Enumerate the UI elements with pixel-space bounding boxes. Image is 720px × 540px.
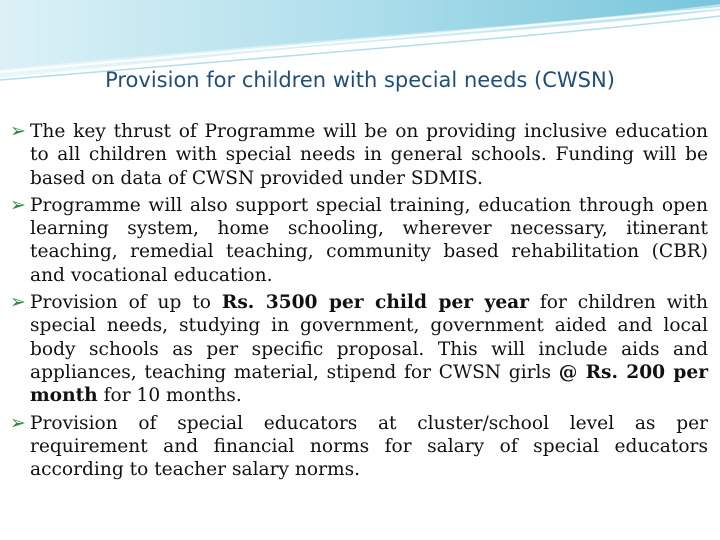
bullet-text-bold: Rs. 3500 per child per year — [221, 292, 529, 314]
arrow-right-icon: ➢ — [10, 411, 26, 434]
bullet-text: Provision of special educators at cluster/school level as per requirement and financial norms for salary of special educators according to teacher salary norms. — [30, 412, 708, 481]
bullet-item — [10, 291, 708, 407]
bullet-text: for children with special needs, studying in government, government aided and local body schools as per specific proposal. This will include aids and appliances, teaching material, stipend for CWSN girls — [30, 292, 708, 383]
bullet-text: Provision of up to — [30, 292, 222, 314]
bullet-text: Programme will also support special training, education through open learning system, home schooling, wherever necessary, itinerant teaching, remedial teaching, community based rehabilitation (CBR) and vocational education. — [30, 194, 708, 286]
bullet-text: The key thrust of Programme will be on providing inclusive education to all children with special needs in general schools. Funding will be based on data of CWSN provided under SDMIS. — [30, 121, 708, 189]
bullet-item — [10, 120, 708, 190]
bullet-text-bold: @ Rs. 200 per month — [30, 361, 708, 407]
arrow-right-icon: ➢ — [10, 291, 26, 314]
arrow-right-icon: ➢ — [10, 120, 26, 142]
arrow-right-icon: ➢ — [10, 193, 26, 216]
page-title: Provision for children with special needs (CWSN) — [105, 68, 615, 92]
bullet-item — [10, 412, 708, 482]
bullet-text: for 10 months. — [97, 385, 242, 407]
bullet-list — [10, 120, 708, 485]
bullet-item — [10, 194, 708, 287]
